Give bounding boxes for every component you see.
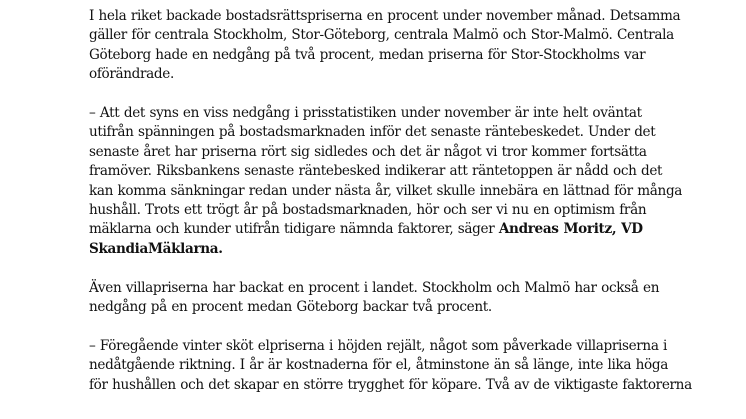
paragraph-gap: [89, 85, 699, 104]
paragraph-3: [89, 279, 699, 318]
paragraph-2-quote: [89, 104, 699, 259]
text-line: gäller för centrala Stockholm, Stor-Göteborg, centrala Malmö och Stor-Malmö. Centrala: [89, 27, 674, 44]
text-line: nedåtgående riktning. I år är kostnaderna för el, åtminstone än så länge, inte lika höga: [89, 357, 668, 374]
text-line: nedgång på en procent medan Göteborg backar två procent.: [89, 299, 492, 316]
text-line: [89, 220, 699, 239]
paragraph-1: [89, 7, 699, 85]
text-line: utifrån spänningen på bostadsmarknaden inför det senaste räntebeskedet. Under det: [89, 124, 656, 141]
text-line: framöver. Riksbankens senaste räntebesked indikerar att räntetoppen är nådd och det: [89, 163, 663, 180]
text-line: Göteborg hade en nedgång på två procent, medan priserna för Stor-Stockholms var: [89, 46, 646, 63]
text-line: oförändrade.: [89, 66, 174, 83]
paragraph-gap: [89, 259, 699, 278]
paragraph-4-quote: [89, 337, 699, 395]
text-line: – Föregående vinter sköt elpriserna i höjden rejält, något som påverkade villapriserna i: [89, 337, 668, 354]
text-line: [89, 240, 699, 259]
text-line: Även villapriserna har backat en procent i landet. Stockholm och Malmö har också en: [89, 279, 660, 296]
quote-attribution-lead: mäklarna och kunder utifrån tidigare nämnda faktorer, säger: [89, 221, 499, 238]
text-line: – Att det syns en viss nedgång i prisstatistiken under november är inte helt oväntat: [89, 105, 642, 122]
speaker-name: Andreas Moritz, VD: [498, 221, 643, 238]
article-body: [89, 7, 699, 395]
paragraph-gap: [89, 317, 699, 336]
speaker-company: SkandiaMäklarna.: [89, 240, 223, 257]
text-line: senaste året har priserna rört sig sidledes och det är något vi tror kommer fortsätta: [89, 143, 647, 160]
text-line: kan komma sänkningar redan under nästa år, vilket skulle innebära en lättnad för många: [89, 182, 683, 199]
text-line: för hushållen och det skapar en större trygghet för köpare. Två av de viktigaste faktorerna: [89, 376, 692, 393]
text-line: I hela riket backade bostadsrättspriserna en procent under november månad. Detsamma: [89, 8, 681, 24]
text-line: hushåll. Trots ett trögt år på bostadsmarknaden, hör och ser vi nu en optimism från: [89, 202, 647, 219]
